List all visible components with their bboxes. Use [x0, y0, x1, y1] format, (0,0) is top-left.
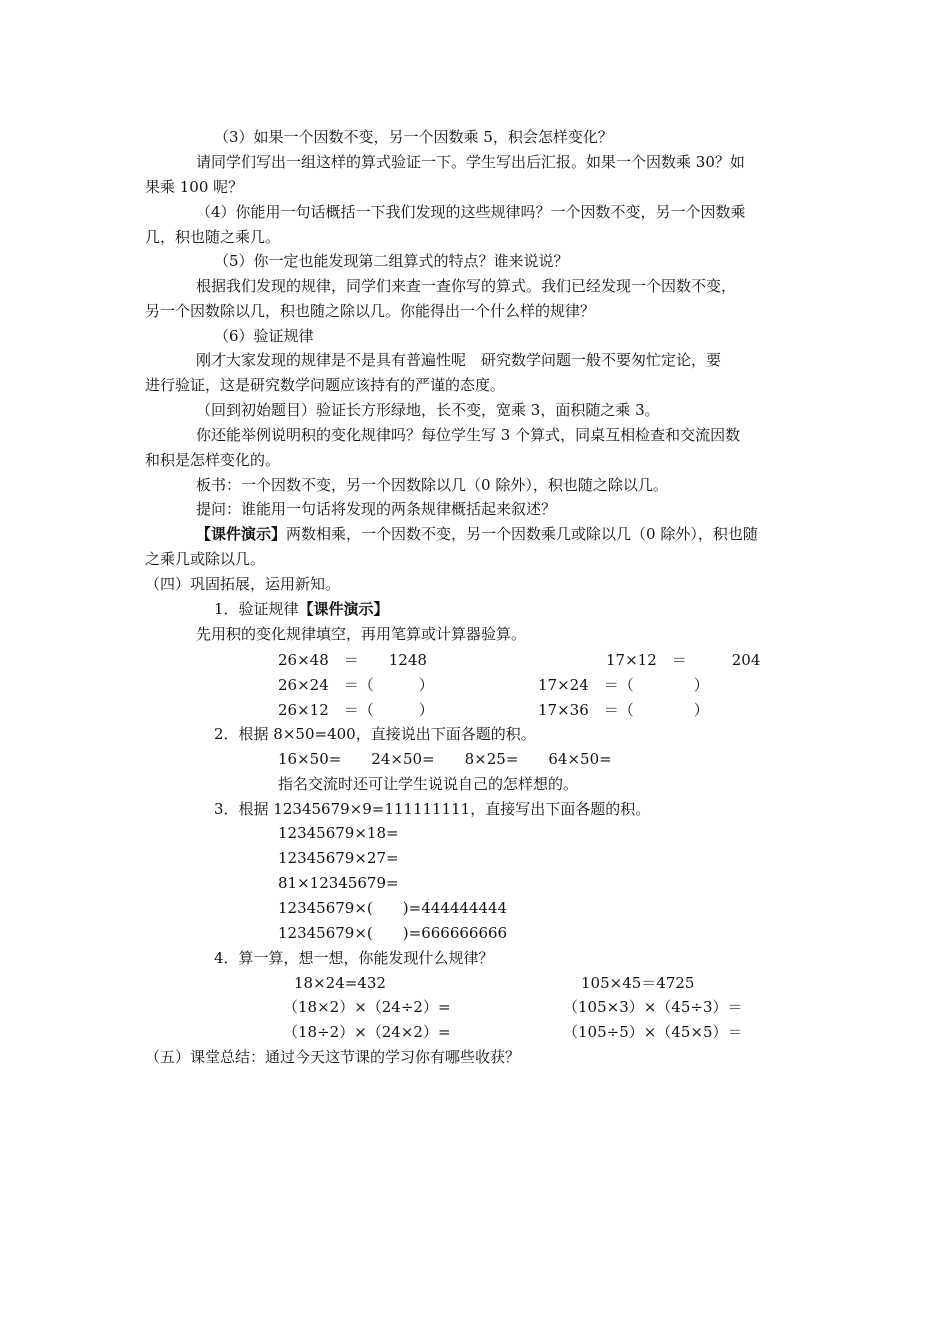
- equation-right: （105×3）×（45÷3）＝: [563, 998, 743, 1016]
- text-line: 2．根据 8×50=400，直接说出下面各题的积。: [214, 725, 536, 743]
- equation-line: 12345679×27=: [278, 849, 399, 867]
- text-line: 你还能举例说明积的变化规律吗？每位学生写 3 个算式，同桌互相检查和交流因数: [196, 426, 741, 444]
- text-line: [214, 599, 389, 619]
- text-line: 3．根据 12345679×9=111111111，直接写出下面各题的积。: [214, 800, 651, 818]
- text-line: （6）验证规律: [214, 327, 314, 345]
- equation-line: 12345679×18=: [278, 824, 399, 842]
- text-line: 和积是怎样变化的。: [145, 451, 281, 469]
- text-line: （3）如果一个因数不变，另一个因数乘 5，积会怎样变化？: [214, 128, 613, 146]
- text-span: 1．验证规律: [214, 600, 299, 618]
- equation-right: 105×45＝4725: [581, 974, 695, 992]
- equation-line: 12345679×( )=444444444: [278, 899, 508, 917]
- text-line: （回到初始题目）验证长方形绿地，长不变，宽乘 3，面积随之乘 3。: [196, 401, 660, 419]
- equation-left: 26×12 ＝（ ）: [278, 701, 434, 719]
- equation-line: 81×12345679=: [278, 874, 399, 892]
- text-span: 两数相乘，一个因数不变，另一个因数乘几或除以几（0 除外），积也随: [286, 525, 758, 543]
- equation-left: （18÷2）×（24×2）=: [283, 1023, 451, 1041]
- equation-left: 18×24=432: [294, 974, 386, 992]
- text-line: 提问：谁能用一句话将发现的两条规律概括起来叙述？: [196, 500, 557, 518]
- text-line: 刚才大家发现的规律是不是具有普遍性呢 研究数学问题一般不要匆忙定论，要: [196, 351, 722, 369]
- text-line: 请同学们写出一组这样的算式验证一下。学生写出后汇报。如果一个因数乘 30？如: [196, 153, 745, 171]
- equation-left: 26×48 ＝ 1248: [278, 651, 427, 669]
- text-line: [196, 524, 758, 544]
- text-line: 进行验证，这是研究数学问题应该持有的严谨的态度。: [145, 376, 506, 394]
- text-line: 之乘几或除以几。: [145, 550, 266, 568]
- text-line: 根据我们发现的规律，同学们来查一查你写的算式。我们已经发现一个因数不变，: [196, 277, 737, 295]
- text-line: 先用积的变化规律填空，再用笔算或计算器验算。: [196, 625, 527, 643]
- text-line: （4）你能用一句话概括一下我们发现的这些规律吗？一个因数不变，另一个因数乘: [196, 203, 746, 221]
- courseware-tag: 【课件演示】: [196, 525, 287, 543]
- equation-left: 26×24 ＝（ ）: [278, 676, 434, 694]
- equation-right: 17×36 ＝（ ）: [538, 701, 709, 719]
- equation-left: （18×2）×（24÷2）=: [283, 998, 451, 1016]
- text-line: 另一个因数除以几，积也随之除以几。你能得出一个什么样的规律？: [145, 302, 596, 320]
- equation-right: 17×12 ＝ 204: [606, 651, 761, 669]
- courseware-tag: 【课件演示】: [298, 600, 389, 618]
- text-line: （5）你一定也能发现第二组算式的特点？谁来说说？: [214, 252, 569, 270]
- equation-line: 12345679×( )=666666666: [278, 924, 508, 942]
- text-line: 指名交流时还可让学生说说自己的怎样想的。: [278, 775, 579, 793]
- section-heading: （四）巩固拓展，运用新知。: [145, 575, 341, 593]
- text-line: 果乘 100 呢？: [145, 178, 244, 196]
- text-line: 4．算一算，想一想，你能发现什么规律？: [214, 949, 494, 967]
- equation-right: 17×24 ＝（ ）: [538, 676, 709, 694]
- section-heading: （五）课堂总结：通过今天这节课的学习你有哪些收获？: [145, 1048, 521, 1066]
- text-line: 几，积也随之乘几。: [145, 228, 281, 246]
- equation-right: （105÷5）×（45×5）＝: [563, 1023, 743, 1041]
- equation-line: 16×50= 24×50= 8×25= 64×50=: [278, 750, 612, 768]
- text-line: 板书：一个因数不变，另一个因数除以几（0 除外），积也随之除以几。: [196, 476, 668, 494]
